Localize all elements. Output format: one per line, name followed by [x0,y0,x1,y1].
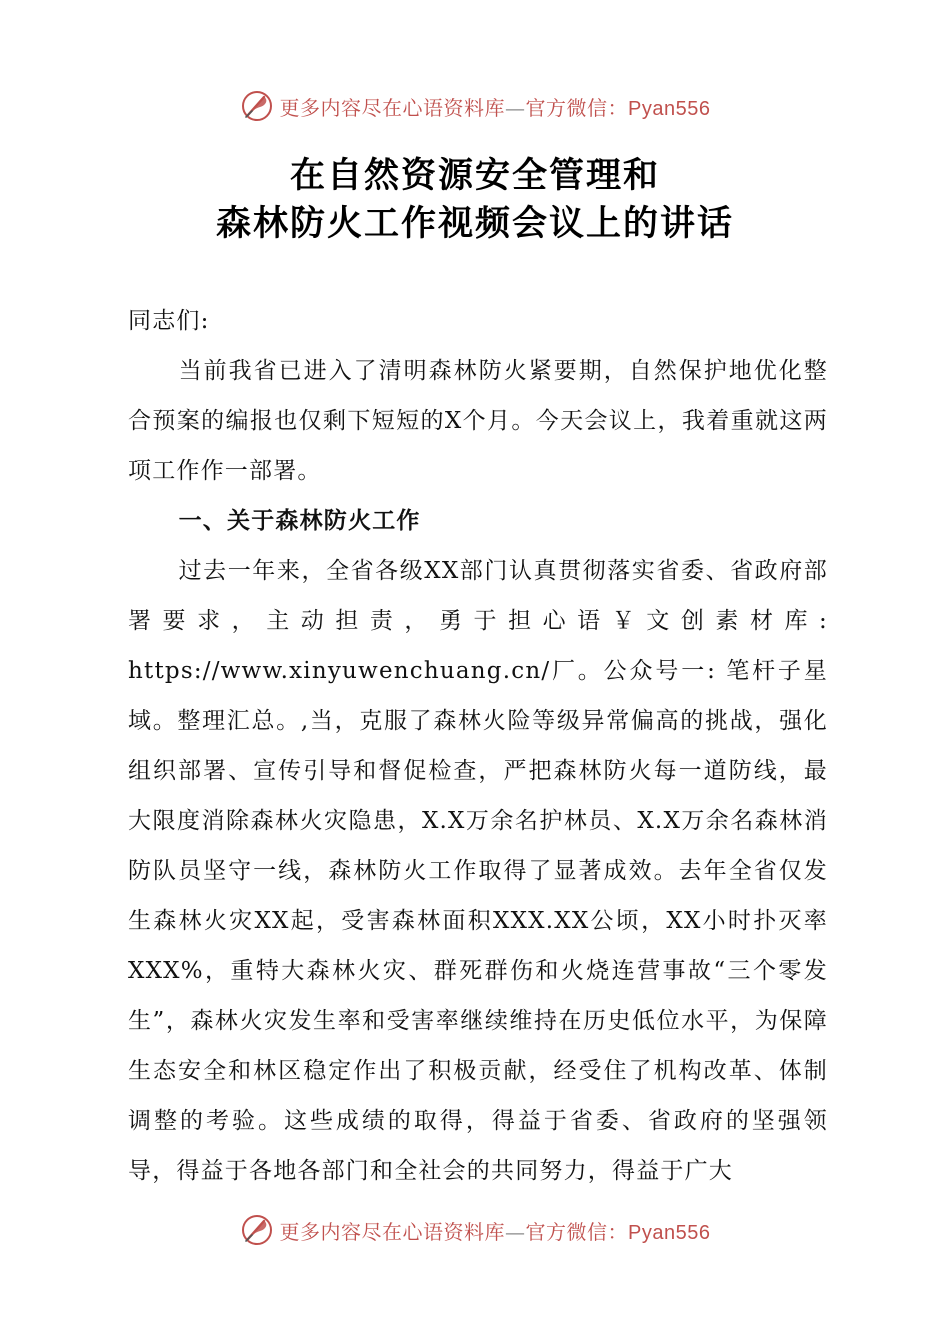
title-line-2: 森林防火工作视频会议上的讲话 [215,203,734,244]
paragraph-forest-fire: 过去一年来，全省各级XX部门认真贯彻落实省委、省政府部署要求，主动担责，勇于担心语￥文创素材库: https://www.xinyuwenchuang.cn/厂。公众号一: 笔杆子星域。整理汇总。,当，克服了森林火险等级异常偏高的挑战，强化组织部署、宣传引导和督促检查，严把森林防火每一道防线，最大限度消除森林火灾隐患，X.X万余名护林员、X.X万余名森林消防队员坚守一线，森林防火工作取得了显著成效。去年全省仅发生森林火灾XX起，受害森林面积XXX.XX公顷，XX小时扑灭率XXX%，重特大森林火灾、群死群伤和火烧连营事故“三个零发生”，森林火灾发生率和受害率继续维持在历史低位水平，为保障生态安全和林区稳定作出了积极贡献，经受住了机构改革、体制调整的考验。这些成绩的取得，得益于省委、省政府的坚强领导，得益于各地各部门和全社会的共同努力，得益于广大 [128,558,828,1184]
banner-text: 更多内容尽在心语资料库—官方微信：Pyan556 [279,95,711,120]
greeting: 同志们: [128,308,210,334]
watermark-banner-top [0,86,950,126]
banner-text: 更多内容尽在心语资料库—官方微信：Pyan556 [279,1219,711,1244]
document-body [128,296,828,1196]
paragraph-intro: 当前我省已进入了清明森林防火紧要期，自然保护地优化整合预案的编报也仅剩下短短的X个月。今天会议上，我着重就这两项工作作一部署。 [128,358,828,484]
quill-logo-icon [240,1213,274,1247]
watermark-banner-bottom [0,1210,950,1250]
section-heading-1: 一、关于森林防火工作 [178,508,421,534]
title-line-1: 在自然资源安全管理和 [289,155,660,196]
quill-logo-icon [240,89,274,123]
